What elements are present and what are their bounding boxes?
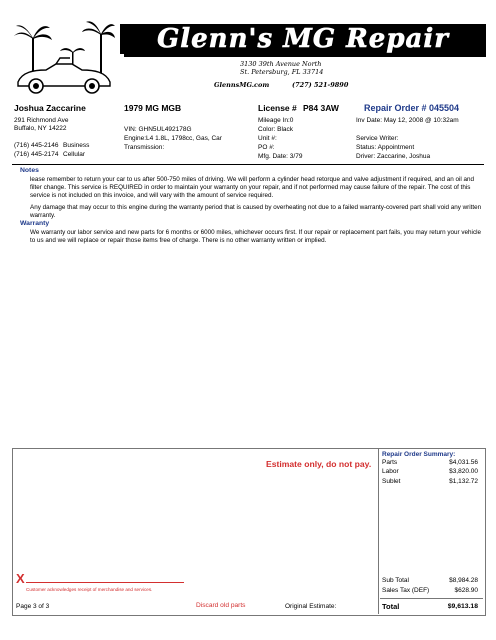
notes-heading: Notes [20, 167, 39, 174]
original-estimate: Original Estimate: [285, 603, 337, 610]
summary-heading: Repair Order Summary: [382, 451, 456, 458]
vehicle-transmission: Transmission: [124, 144, 165, 151]
customer-street: 291 Richmond Ave [14, 117, 69, 124]
page-number: Page 3 of 3 [16, 603, 50, 610]
summary-parts-label: Parts [382, 459, 398, 466]
customer-phone-business: (716) 445-2146 [14, 142, 59, 149]
logo-palm-car-icon [12, 18, 116, 98]
signature-line[interactable] [26, 582, 184, 583]
license-label: License # [258, 103, 297, 113]
summary-divider [378, 448, 379, 614]
shop-address-line1: 3130 39th Avenue North [240, 60, 322, 68]
repair-order-number: Repair Order # 045504 [364, 103, 460, 113]
summary-labor-row [382, 468, 478, 475]
summary-parts-value: $4,031.56 [449, 459, 478, 466]
summary-tax-value: $628.90 [454, 587, 478, 594]
summary-parts-row [382, 459, 478, 466]
summary-sublet-label: Sublet [382, 478, 401, 485]
shop-website: GlennsMG.com [214, 81, 270, 89]
vehicle-title: 1979 MG MGB [124, 103, 182, 113]
summary-tax-label: Sales Tax (DEF) [382, 587, 430, 594]
shop-address-line2: St. Petersburg, FL 33714 [240, 68, 324, 76]
vehicle-engine: Engine:L4 1.8L, 1798cc, Gas, Car [124, 135, 222, 142]
warranty-text: We warranty our labor service and new parts for 6 months or 6000 miles, whichever occurs first. If our repair or replacement part fails, you may return your vehicle to us and we will replace or repair those items free of charge. There is no other warranty written or implied. [30, 229, 481, 244]
summary-subtotal-row [382, 577, 478, 584]
summary-tax-row [382, 587, 478, 594]
notes-paragraph-2: Any damage that may occur to this engine during the warranty period that is caused by overheating not due to a failed warranty-covered part shall void any written warranty. [30, 204, 482, 219]
signature-caption: Customer acknowledges receipt of merchandise and services. [26, 587, 153, 592]
license-value: P84 3AW [303, 103, 339, 113]
order-driver: Driver: Zaccarine, Joshua [356, 153, 431, 160]
summary-total-label: Total [382, 602, 400, 611]
vehicle-color: Color: Black [258, 126, 294, 133]
summary-sublet-value: $1,132.72 [449, 478, 478, 485]
header-divider [12, 164, 484, 165]
banner-divider [124, 54, 486, 57]
invoice-date: Inv Date: May 12, 2008 @ 10:32am [356, 117, 459, 124]
summary-subtotal-label: Sub Total [382, 577, 409, 584]
warranty-heading: Warranty [20, 220, 50, 227]
mfg-date: Mfg. Date: 3/79 [258, 153, 303, 160]
summary-labor-label: Labor [382, 468, 399, 475]
order-status: Status: Appointment [356, 144, 415, 151]
summary-total-row [382, 602, 478, 611]
customer-name: Joshua Zaccarine [14, 103, 86, 113]
customer-phone-business-label: Business [63, 142, 90, 149]
customer-phone-cell: (716) 445-2174 [14, 151, 59, 158]
service-writer: Service Writer: [356, 135, 399, 142]
customer-city: Buffalo, NY 14222 [14, 125, 67, 132]
mileage-in: Mileage In:0 [258, 117, 294, 124]
shop-phone: (727) 521-9890 [292, 81, 349, 89]
estimate-notice: Estimate only, do not pay. [266, 459, 372, 469]
po-number: PO #: [258, 144, 275, 151]
shop-name-banner: Glenn's MG Repair [120, 24, 486, 54]
unit-number: Unit #: [258, 135, 277, 142]
notes-paragraph-1: lease remember to return your car to us after 500-750 miles of driving. We will perform a cylinder head retorque and valve adjustment if required, and an oil and filter change. This service is REQUIRED in order to maintain your warranty on your repair, and if not performed may cause failure of the repair. The cost of this service is not included on this invoice, and will vary with the amount of service required. [30, 176, 475, 199]
signature-mark: X [16, 571, 25, 586]
summary-sublet-row [382, 478, 478, 485]
summary-total-value: $9,613.18 [447, 603, 478, 610]
customer-phone-cell-label: Cellular [63, 151, 86, 158]
discard-old-parts: Discard old parts [196, 602, 246, 609]
summary-subtotal-value: $8,984.28 [449, 577, 478, 584]
total-divider [380, 598, 483, 599]
summary-labor-value: $3,820.00 [449, 468, 478, 475]
vehicle-vin: VIN: GHN5UL492178G [124, 126, 192, 133]
